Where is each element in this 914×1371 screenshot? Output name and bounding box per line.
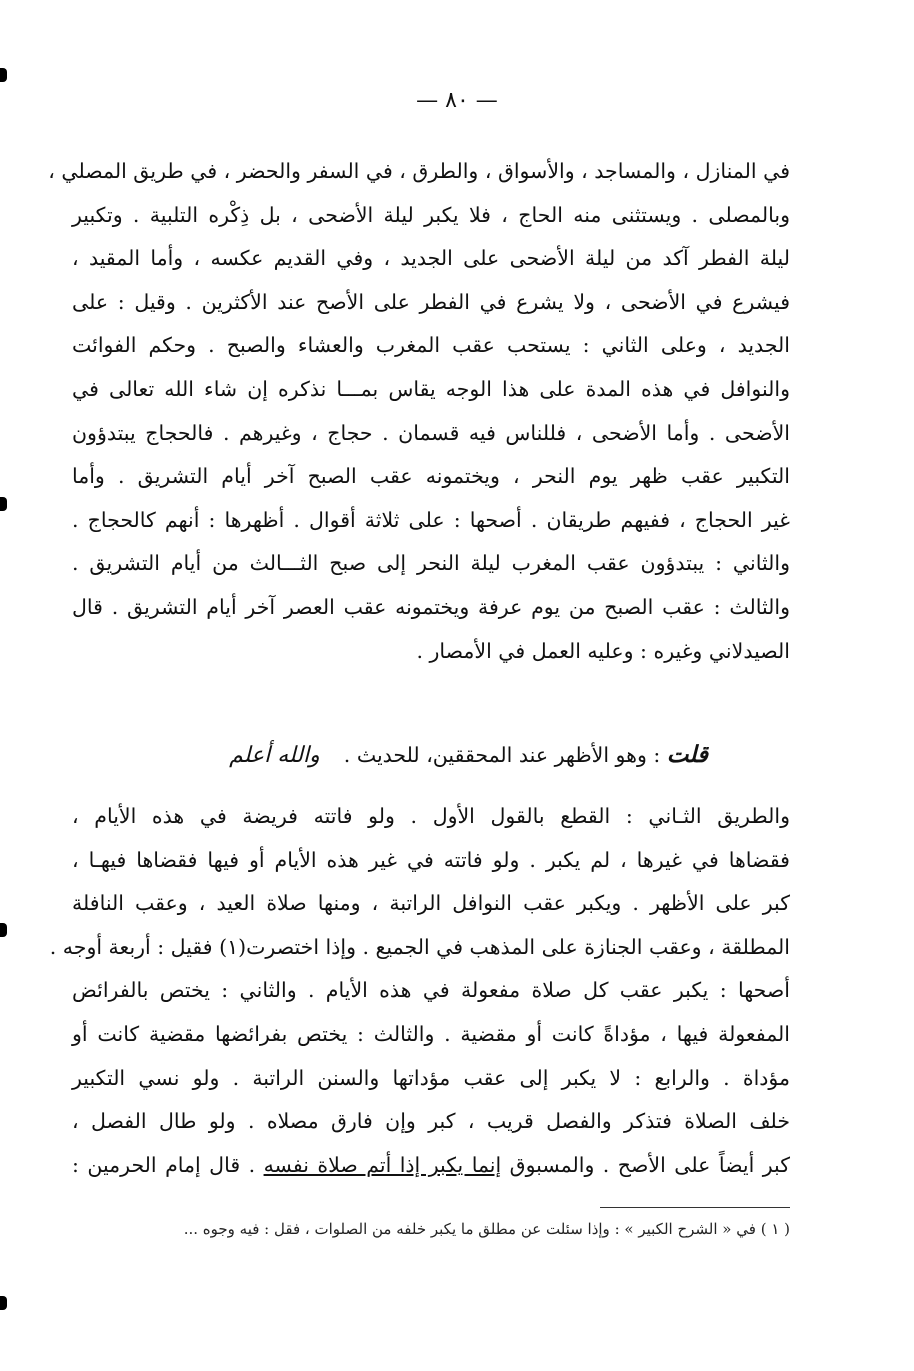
text-line-with-underline bbox=[72, 1144, 790, 1188]
author-comment-label: قلت bbox=[666, 741, 708, 768]
margin-binding-mark bbox=[0, 497, 7, 511]
text-line: الصيدلاني وغيره : وعليه العمل في الأمصار . bbox=[416, 638, 790, 663]
last-line-start: كبر أيضاً على الأصح . والمسبوق bbox=[501, 1152, 790, 1177]
closing-formula: والله أعلم bbox=[229, 743, 320, 768]
text-line: المطلقة ، وعقب الجنازة على المذهب في الجميع . وإذا اختصرت(١) فقيل : أربعة أوجه . bbox=[49, 934, 790, 959]
text-line: التكبير عقب ظهر يوم النحر ، ويختمونه عقب الصبح آخر أيام التشريق . وأما bbox=[72, 464, 790, 489]
underlined-phrase: إنما يكبر إذا أتم صلاة نفسه bbox=[263, 1152, 502, 1177]
text-line: المفعولة فيها ، مؤداةً كانت أو مقضية . والثالث : يختص بفرائضها مقضية كانت أو bbox=[72, 1021, 790, 1046]
text-line: كبر على الأظهر . ويكبر عقب النوافل الراتبة ، ومنها صلاة العيد ، وعقب النافلة bbox=[72, 891, 790, 916]
text-line: وبالمصلى . ويستثنى منه الحاج ، فلا يكبر ليلة الأضحى ، بل ذِكْره التلبية . وتكبير bbox=[72, 202, 790, 227]
author-comment-text: : وهو الأظهر عند المحققين، للحديث . bbox=[343, 743, 667, 767]
text-line: في المنازل ، والمساجد ، والأسواق ، والطرق ، في السفر والحضر ، في طريق المصلي ، bbox=[48, 159, 790, 183]
author-comment-line bbox=[229, 733, 708, 778]
footnote-divider bbox=[600, 1207, 790, 1208]
text-line: أصحها : يكبر عقب كل صلاة مفعولة في هذه الأيام . والثاني : يختص بالفرائض bbox=[72, 978, 790, 1003]
text-line: خلف الصلاة فتذكر والفصل قريب ، كبر وإن فارق مصلاه . ولو طال الفصل ، bbox=[72, 1109, 790, 1134]
text-line: والثاني : يبتدؤون عقب المغرب ليلة النحر إلى صبح الثـــالث من أيام التشريق . bbox=[72, 551, 790, 576]
text-line: الأضحى . وأما الأضحى ، فللناس فيه قسمان . حجاج ، وغيرهم . فالحجاج يبتدؤون bbox=[72, 420, 790, 445]
page-number: — ٨٠ — bbox=[416, 88, 498, 113]
margin-binding-mark bbox=[0, 923, 7, 937]
text-line: مؤداة . والرابع : لا يكبر إلى عقب مؤداتها والسنن الراتبة . ولو نسي التكبير bbox=[72, 1065, 790, 1090]
text-line: والطريق الثـاني : القطع بالقول الأول . ولو فاتته فريضة في هذه الأيام ، bbox=[72, 804, 790, 828]
main-text-block-1 bbox=[48, 150, 790, 673]
text-line: فيشرع في الأضحى ، ولا يشرع في الفطر على الأصح عند الأكثرين . وقيل : على bbox=[72, 289, 790, 314]
text-line: ليلة الفطر آكد من ليلة الأضحى على الجديد ، وفي القديم عكسه ، وأما المقيد ، bbox=[72, 246, 790, 271]
margin-binding-mark bbox=[0, 68, 7, 82]
footnote: ( ١ ) في « الشرح الكبير » : وإذا سئلت عن مطلق ما يكبر خلفه من الصلوات ، فقل : فيه وجوه ... bbox=[183, 1220, 790, 1238]
last-line-end: . قال إمام الحرمين : bbox=[72, 1152, 264, 1177]
main-text-block-2 bbox=[49, 795, 790, 1187]
text-line: الجديد ، وعلى الثاني : يستحب عقب المغرب والعشاء والصبح . وحكم الفوائت bbox=[72, 333, 790, 358]
margin-binding-mark bbox=[0, 1296, 7, 1310]
text-line: والثالث : عقب الصبح من يوم عرفة ويختمونه عقب العصر آخر أيام التشريق . قال bbox=[72, 594, 790, 619]
text-line: والنوافل في هذه المدة على هذا الوجه يقاس بمـــا نذكره إن شاء الله تعالى في bbox=[72, 376, 790, 401]
text-line: فقضاها في غيرها ، لم يكبر . ولو فاتته في غير هذه الأيام أو فيها فقضاها فيهـا ، bbox=[72, 847, 790, 872]
text-line: غير الحجاج ، ففيهم طريقان . أصحها : على ثلاثة أقوال . أظهرها : أنهم كالحجاج . bbox=[72, 507, 790, 532]
